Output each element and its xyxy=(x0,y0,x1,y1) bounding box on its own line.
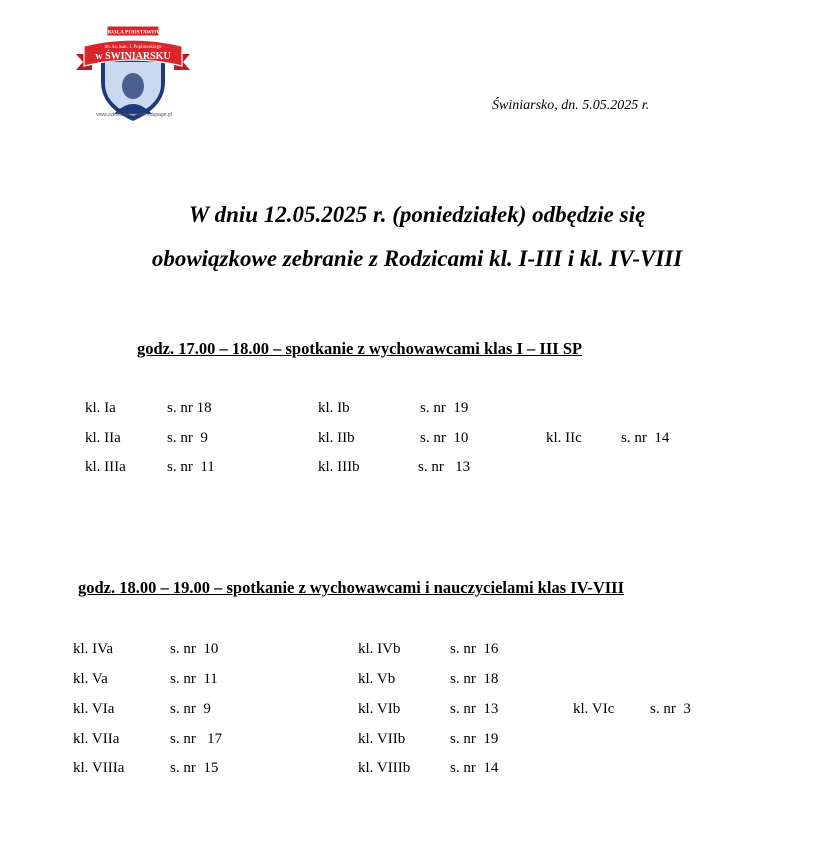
class-label: kl. VIIIb xyxy=(358,760,411,776)
room-label: s. nr 19 xyxy=(420,400,469,416)
class-label: kl. Ib xyxy=(318,400,350,416)
room-label: s. nr 18 xyxy=(167,400,212,416)
section-1-heading: godz. 17.00 – 18.00 – spotkanie z wychowawcami klas I – III SP xyxy=(137,339,583,358)
class-label: kl. IVa xyxy=(73,641,113,657)
class-label: kl. VIIIa xyxy=(73,760,125,776)
room-label: s. nr 11 xyxy=(170,671,218,687)
room-label: s. nr 19 xyxy=(450,731,499,747)
room-label: s. nr 14 xyxy=(621,430,670,446)
room-label: s. nr 17 xyxy=(170,731,223,747)
room-label: s. nr 14 xyxy=(450,760,499,776)
title-line-2: obowiązkowe zebranie z Rodzicami kl. I-III i kl. IV-VIII xyxy=(151,246,683,271)
room-label: s. nr 10 xyxy=(420,430,469,446)
class-label: kl. IVb xyxy=(358,641,401,657)
class-label: kl. IIa xyxy=(85,430,121,446)
room-label: s. nr 16 xyxy=(450,641,499,657)
room-label: s. nr 9 xyxy=(167,430,208,446)
class-label: kl. VIIb xyxy=(358,731,406,747)
room-label: s. nr 18 xyxy=(450,671,499,687)
room-label: s. nr 13 xyxy=(450,701,499,717)
class-label: kl. Vb xyxy=(358,671,396,687)
room-label: s. nr 15 xyxy=(170,760,219,776)
logo-ribbon-bottom-text: w ŚWINIARSKU xyxy=(95,51,171,62)
room-label: s. nr 10 xyxy=(170,641,219,657)
class-label: kl. VIb xyxy=(358,701,401,717)
room-label: s. nr 3 xyxy=(650,701,691,717)
logo-website: www.szkolaswiniarsko.edupage.pl xyxy=(96,112,172,118)
logo-portrait-head xyxy=(122,73,144,99)
class-label: kl. Ia xyxy=(85,400,116,416)
class-label: kl. VIIa xyxy=(73,731,120,747)
room-label: s. nr 13 xyxy=(418,459,471,475)
class-label: kl. IIc xyxy=(546,430,582,446)
logo-banner-top-text: SZKOŁA PODSTAWOWA xyxy=(101,29,165,36)
class-label: kl. VIa xyxy=(73,701,115,717)
section-2-heading: godz. 18.00 – 19.00 – spotkanie z wychowawcami i nauczycielami klas IV-VIII xyxy=(78,578,625,597)
room-label: s. nr 11 xyxy=(167,459,215,475)
class-label: kl. IIIb xyxy=(318,459,360,475)
class-label: kl. IIIa xyxy=(85,459,126,475)
document-date: Świniarsko, dn. 5.05.2025 r. xyxy=(492,98,650,113)
class-label: kl. IIb xyxy=(318,430,355,446)
title-line-1: W dniu 12.05.2025 r. (poniedziałek) odbędzie się xyxy=(188,202,646,227)
room-label: s. nr 9 xyxy=(170,701,211,717)
class-label: kl. Va xyxy=(73,671,108,687)
logo-ribbon-mid-text: im. ks. kan. J. Poplawskiego xyxy=(104,45,162,50)
class-label: kl. VIc xyxy=(573,701,615,717)
school-logo xyxy=(74,22,192,124)
